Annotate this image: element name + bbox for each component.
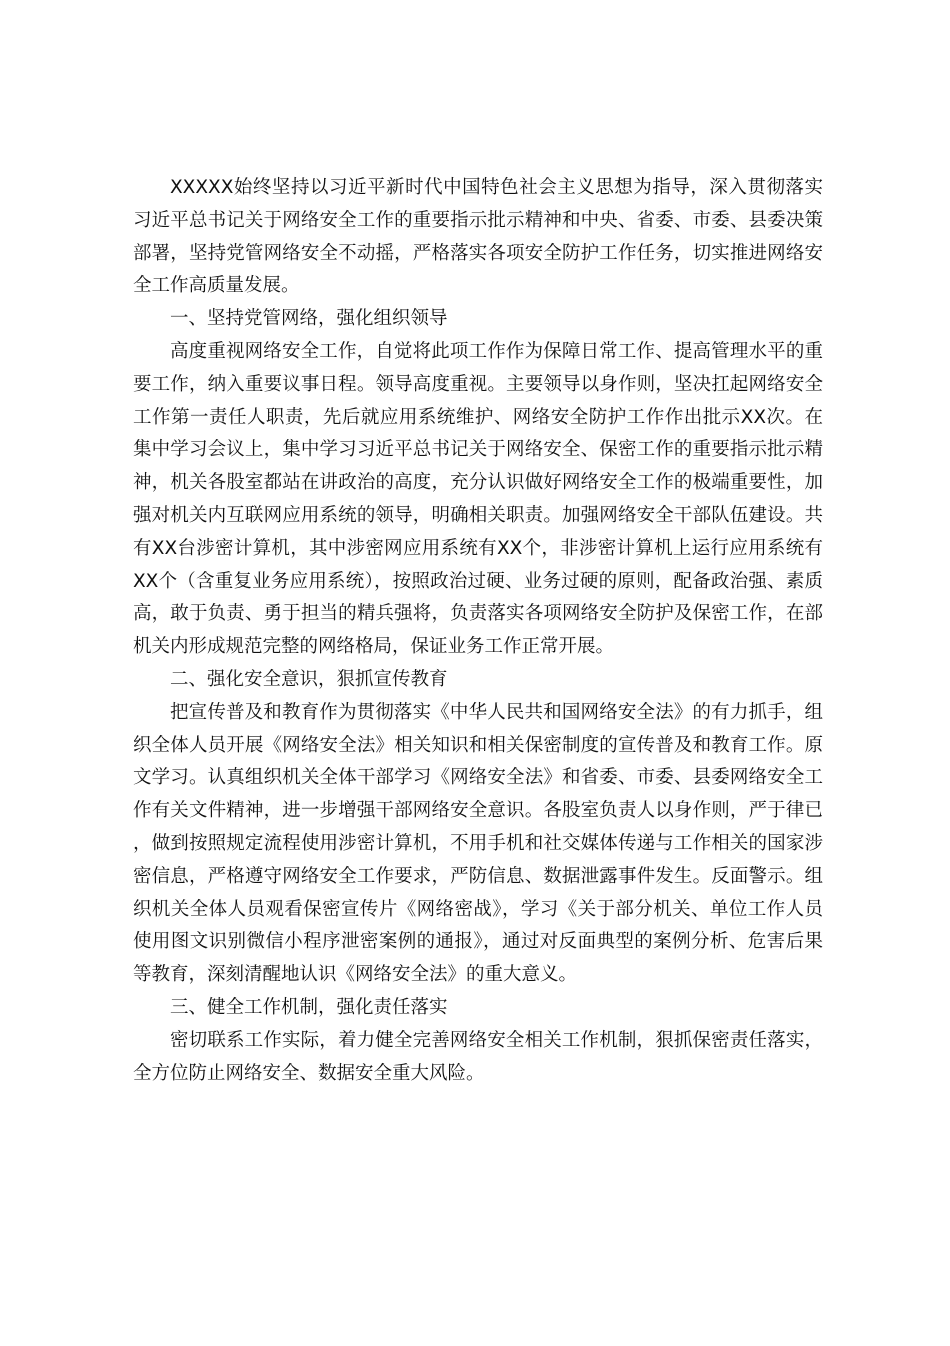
section-1-paragraph: 高度重视网络安全工作，自觉将此项工作作为保障日常工作、提高管理水平的重要工作，纳入重要议事日程。领导高度重视。主要领导以身作则，坚决扛起网络安全工作第一责任人职责，先后就应用系统维护、网络安全防护工作作出批示XX次。在集中学习会议上，集中学习习近平总书记关于网络安全、保密工作的重要指示批示精神，机关各股室都站在讲政治的高度，充分认识做好网络安全工作的极端重要性，加强对机关内互联网应用系统的领导，明确相关职责。加强网络安全干部队伍建设。共有XX台涉密计算机，其中涉密网应用系统有XX个，非涉密计算机上运行应用系统有XX个（含重复业务应用系统），按照政治过硬、业务过硬的原则，配备政治强、素质高，敢于负责、勇于担当的精兵强将，负责落实各项网络安全防护及保密工作，在部机关内形成规范完整的网络格局，保证业务工作正常开展。 — [133, 340, 823, 658]
intro-paragraph: XXXXX始终坚持以习近平新时代中国特色社会主义思想为指导，深入贯彻落实习近平总书记关于网络安全工作的重要指示批示精神和中央、省委、市委、县委决策部署，坚持党管网络安全不动摇，严格落实各项安全防护工作任务，切实推进网络安全工作高质量发展。 — [133, 177, 823, 297]
section-heading-3: 三、健全工作机制，强化责任落实 — [170, 996, 448, 1018]
document-body — [133, 172, 823, 1090]
section-2-paragraph: 把宣传普及和教育作为贯彻落实《中华人民共和国网络安全法》的有力抓手，组织全体人员开展《网络安全法》相关知识和相关保密制度的宣传普及和教育工作。原文学习。认真组织机关全体干部学习《网络安全法》和省委、市委、县委网络安全工作有关文件精神，进一步增强干部网络安全意识。各股室负责人以身作则，严于律已，做到按照规定流程使用涉密计算机，不用手机和社交媒体传递与工作相关的国家涉密信息，严格遵守网络安全工作要求，严防信息、数据泄露事件发生。反面警示。组织机关全体人员观看保密宣传片《网络密战》，学习《关于部分机关、单位工作人员使用图文识别微信小程序泄密案例的通报》，通过对反面典型的案例分析、危害后果等教育，深刻清醒地认识《网络安全法》的重大意义。 — [133, 701, 823, 986]
section-heading-1: 一、坚持党管网络，强化组织领导 — [170, 308, 448, 330]
section-3-paragraph: 密切联系工作实际，着力健全完善网络安全相关工作机制，狠抓保密责任落实，全方位防止网络安全、数据安全重大风险。 — [133, 1029, 823, 1084]
section-heading-2: 二、强化安全意识，狠抓宣传教育 — [170, 668, 448, 690]
